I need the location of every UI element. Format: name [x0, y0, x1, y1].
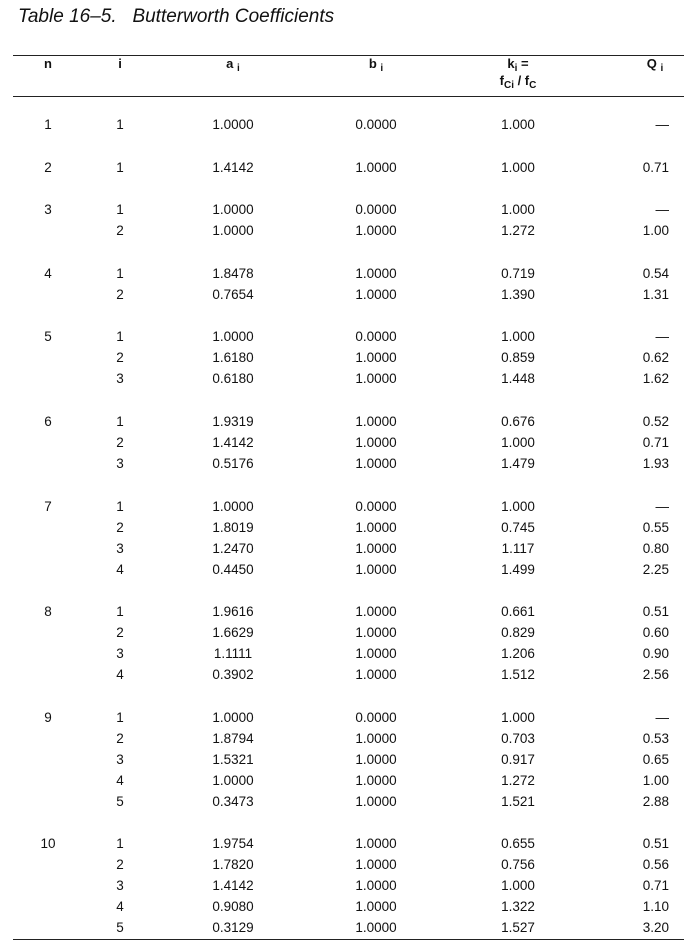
cell-b: 1.0000 — [355, 159, 397, 175]
cell-q: 0.60 — [642, 625, 669, 641]
table-title: Table 16–5. Butterworth Coefficients — [18, 6, 335, 27]
cell-a: 1.6180 — [212, 350, 254, 366]
table-row — [0, 833, 693, 854]
cell-i: 1 — [116, 329, 124, 345]
cell-i: 1 — [116, 604, 124, 620]
cell-q: — — [655, 329, 669, 345]
cell-b: 1.0000 — [355, 604, 397, 620]
table-row — [0, 157, 693, 178]
table-row — [0, 601, 693, 622]
cell-q: 0.53 — [642, 730, 669, 746]
cell-q: — — [655, 709, 669, 725]
cell-a: 1.9754 — [212, 836, 254, 852]
cell-q: 3.20 — [642, 920, 669, 936]
header-i-label: i — [118, 56, 122, 71]
cell-a: 1.4142 — [212, 159, 254, 175]
cell-q: 0.90 — [642, 646, 669, 662]
cell-b: 1.0000 — [355, 920, 397, 936]
cell-a: 1.9319 — [212, 414, 254, 429]
cell-q: 0.56 — [642, 857, 669, 873]
cell-i: 2 — [116, 730, 124, 746]
cell-n: 1 — [44, 117, 52, 132]
header-q-subscript: i — [660, 63, 664, 74]
cell-q: 0.51 — [642, 836, 669, 852]
cell-a: 1.0000 — [212, 202, 254, 218]
cell-k: 1.117 — [501, 540, 535, 556]
cell-k: 1.527 — [501, 920, 535, 936]
cell-q: 1.93 — [642, 456, 669, 471]
cell-a: 1.0000 — [212, 329, 254, 345]
cell-i: 2 — [116, 435, 124, 450]
cell-k: 0.829 — [501, 625, 535, 641]
cell-k: 0.719 — [501, 265, 535, 281]
table-row — [0, 347, 693, 368]
cell-b: 1.0000 — [355, 730, 397, 746]
cell-k: 1.000 — [501, 878, 535, 894]
cell-i: 3 — [116, 540, 124, 556]
header-b — [326, 55, 426, 72]
cell-k: 0.676 — [501, 414, 535, 429]
cell-k: 0.703 — [501, 730, 535, 746]
cell-a: 1.6629 — [212, 625, 254, 641]
cell-n: 2 — [44, 159, 52, 175]
cell-a: 1.8478 — [212, 265, 254, 281]
table-row — [0, 770, 693, 791]
cell-q: 1.62 — [642, 371, 669, 387]
cell-i: 1 — [116, 159, 124, 175]
cell-b: 0.0000 — [355, 709, 397, 725]
header-b-label: b — [368, 56, 377, 71]
cell-k: 1.512 — [501, 667, 535, 683]
cell-b: 1.0000 — [355, 435, 397, 450]
cell-b: 1.0000 — [355, 286, 397, 302]
cell-i: 2 — [116, 857, 124, 873]
table-row — [0, 220, 693, 241]
cell-a: 1.8794 — [212, 730, 254, 746]
cell-k: 1.272 — [501, 772, 535, 788]
cell-k: 1.000 — [501, 117, 535, 132]
cell-a: 0.3473 — [212, 793, 254, 809]
cell-b: 1.0000 — [355, 414, 397, 429]
cell-b: 0.0000 — [355, 202, 397, 218]
table-bottom-rule — [13, 939, 684, 940]
cell-i: 4 — [116, 772, 124, 788]
table-row — [0, 326, 693, 347]
table-row — [0, 728, 693, 749]
cell-a: 1.0000 — [212, 117, 254, 132]
header-a-subscript: i — [237, 63, 240, 74]
cell-n: 5 — [44, 329, 52, 345]
cell-n: 4 — [44, 265, 52, 281]
cell-i: 3 — [116, 751, 124, 767]
cell-a: 0.4450 — [212, 561, 254, 577]
cell-b: 1.0000 — [355, 899, 397, 915]
table-row — [0, 368, 693, 389]
table-row — [0, 284, 693, 305]
header-q — [615, 55, 693, 72]
cell-q: 2.56 — [642, 667, 669, 683]
header-k-label: k — [507, 56, 515, 71]
cell-i: 1 — [116, 498, 124, 514]
cell-i: 1 — [116, 836, 124, 852]
table-row — [0, 917, 693, 938]
cell-a: 1.0000 — [212, 772, 254, 788]
cell-k: 1.322 — [501, 899, 535, 915]
cell-i: 2 — [116, 519, 124, 535]
cell-i: 1 — [116, 202, 124, 218]
cell-i: 4 — [116, 667, 124, 683]
cell-b: 1.0000 — [355, 772, 397, 788]
cell-q: 1.10 — [642, 899, 669, 915]
table-row — [0, 707, 693, 728]
cell-q: 2.25 — [642, 561, 669, 577]
cell-q: — — [655, 117, 669, 132]
header-k-line2 — [468, 72, 568, 89]
cell-i: 3 — [116, 456, 124, 471]
cell-i: 1 — [116, 414, 124, 429]
cell-b: 0.0000 — [355, 329, 397, 345]
cell-i: 4 — [116, 561, 124, 577]
table-row — [0, 643, 693, 664]
cell-b: 1.0000 — [355, 519, 397, 535]
cell-i: 5 — [116, 793, 124, 809]
cell-k: 1.000 — [501, 329, 535, 345]
table-row — [0, 854, 693, 875]
cell-k: 1.479 — [501, 456, 535, 471]
cell-b: 1.0000 — [355, 793, 397, 809]
cell-b: 1.0000 — [355, 625, 397, 641]
header-k-subscript: i — [514, 63, 518, 74]
cell-q: 0.80 — [642, 540, 669, 556]
cell-a: 1.8019 — [212, 519, 254, 535]
cell-a: 1.4142 — [212, 435, 254, 450]
cell-b: 1.0000 — [355, 857, 397, 873]
cell-q: 0.71 — [642, 435, 669, 450]
cell-i: 1 — [116, 265, 124, 281]
cell-q: 0.51 — [642, 604, 669, 620]
cell-k: 1.448 — [501, 371, 535, 387]
cell-n: 10 — [40, 836, 56, 852]
header-k-fci: f — [499, 73, 504, 88]
table-row — [0, 432, 693, 453]
cell-a: 0.3902 — [212, 667, 254, 683]
table-row — [0, 559, 693, 580]
cell-k: 1.000 — [501, 435, 535, 450]
cell-k: 1.272 — [501, 223, 535, 239]
cell-i: 1 — [116, 117, 124, 132]
cell-i: 1 — [116, 709, 124, 725]
header-k — [468, 55, 568, 89]
cell-k: 0.917 — [501, 751, 535, 767]
header-q-label: Q — [646, 56, 657, 71]
cell-a: 1.0000 — [212, 498, 254, 514]
cell-a: 1.7820 — [212, 857, 254, 873]
cell-q: 1.00 — [642, 772, 669, 788]
cell-k: 0.859 — [501, 350, 535, 366]
cell-k: 1.000 — [501, 202, 535, 218]
cell-b: 1.0000 — [355, 223, 397, 239]
cell-b: 0.0000 — [355, 117, 397, 132]
cell-k: 1.000 — [501, 159, 535, 175]
cell-k: 0.745 — [501, 519, 535, 535]
cell-n: 6 — [44, 414, 52, 429]
header-k-line1 — [468, 55, 568, 72]
header-b-subscript: i — [380, 63, 384, 74]
cell-a: 1.1111 — [213, 646, 253, 662]
cell-n: 9 — [44, 709, 52, 725]
header-k-fc-subscript: C — [529, 80, 537, 91]
cell-a: 1.0000 — [212, 709, 254, 725]
cell-q: 1.31 — [642, 286, 669, 302]
cell-i: 5 — [116, 920, 124, 936]
cell-a: 0.6180 — [212, 371, 254, 387]
table-row — [0, 749, 693, 770]
table-row — [0, 453, 693, 474]
cell-i: 2 — [116, 223, 124, 239]
table-row — [0, 896, 693, 917]
table-row — [0, 791, 693, 812]
cell-b: 1.0000 — [355, 667, 397, 683]
table-row — [0, 411, 693, 432]
cell-b: 1.0000 — [355, 371, 397, 387]
cell-k: 1.499 — [501, 561, 535, 577]
cell-q: 0.54 — [642, 265, 669, 281]
cell-i: 3 — [116, 371, 124, 387]
header-a-label: a — [226, 56, 234, 71]
cell-b: 1.0000 — [355, 265, 397, 281]
cell-q: 0.71 — [642, 159, 669, 175]
cell-i: 4 — [116, 899, 124, 915]
cell-k: 1.206 — [501, 646, 535, 662]
cell-b: 1.0000 — [355, 350, 397, 366]
table-row — [0, 517, 693, 538]
cell-b: 1.0000 — [355, 836, 397, 852]
cell-q: 0.71 — [642, 878, 669, 894]
cell-a: 0.3129 — [212, 920, 254, 936]
cell-a: 1.9616 — [212, 604, 254, 620]
header-k-divider: / f — [513, 73, 530, 88]
table-row — [0, 538, 693, 559]
table-row — [0, 875, 693, 896]
cell-b: 1.0000 — [355, 646, 397, 662]
cell-i: 2 — [116, 286, 124, 302]
cell-b: 1.0000 — [355, 456, 397, 471]
cell-n: 8 — [44, 604, 52, 620]
cell-b: 1.0000 — [355, 878, 397, 894]
cell-q: 0.65 — [642, 751, 669, 767]
cell-q: — — [655, 202, 669, 218]
header-n-label: n — [44, 56, 52, 71]
cell-q: — — [655, 498, 669, 514]
cell-k: 0.655 — [501, 836, 535, 852]
cell-b: 1.0000 — [355, 540, 397, 556]
cell-q: 0.62 — [642, 350, 669, 366]
table-row — [0, 199, 693, 220]
cell-q: 2.88 — [642, 793, 669, 809]
cell-q: 0.55 — [642, 519, 669, 535]
cell-k: 1.390 — [501, 286, 535, 302]
header-k-equals: = — [517, 56, 529, 71]
cell-a: 0.9080 — [212, 899, 254, 915]
cell-b: 1.0000 — [355, 561, 397, 577]
cell-i: 2 — [116, 350, 124, 366]
cell-k: 1.521 — [501, 793, 535, 809]
header-i — [100, 55, 140, 72]
table-row — [0, 263, 693, 284]
cell-b: 1.0000 — [355, 751, 397, 767]
header-k-fci-subscript: Ci — [503, 80, 514, 91]
cell-k: 1.000 — [501, 709, 535, 725]
cell-a: 1.4142 — [212, 878, 254, 894]
cell-i: 3 — [116, 878, 124, 894]
cell-a: 1.0000 — [212, 223, 254, 239]
cell-n: 3 — [44, 202, 52, 218]
cell-a: 1.5321 — [212, 751, 254, 767]
table-row — [0, 664, 693, 685]
header-n — [28, 55, 68, 72]
cell-a: 0.7654 — [212, 286, 254, 302]
table-row — [0, 114, 693, 135]
cell-k: 0.756 — [501, 857, 535, 873]
table-row — [0, 622, 693, 643]
cell-b: 0.0000 — [355, 498, 397, 514]
cell-k: 0.661 — [501, 604, 535, 620]
cell-q: 1.00 — [642, 223, 669, 239]
cell-i: 3 — [116, 646, 124, 662]
table-row — [0, 496, 693, 517]
cell-q: 0.52 — [642, 414, 669, 429]
cell-a: 0.5176 — [212, 456, 254, 471]
header-a — [183, 55, 283, 72]
cell-a: 1.2470 — [212, 540, 254, 556]
cell-k: 1.000 — [501, 498, 535, 514]
cell-n: 7 — [44, 498, 52, 514]
cell-i: 2 — [116, 625, 124, 641]
header-bottom-rule — [13, 96, 684, 97]
